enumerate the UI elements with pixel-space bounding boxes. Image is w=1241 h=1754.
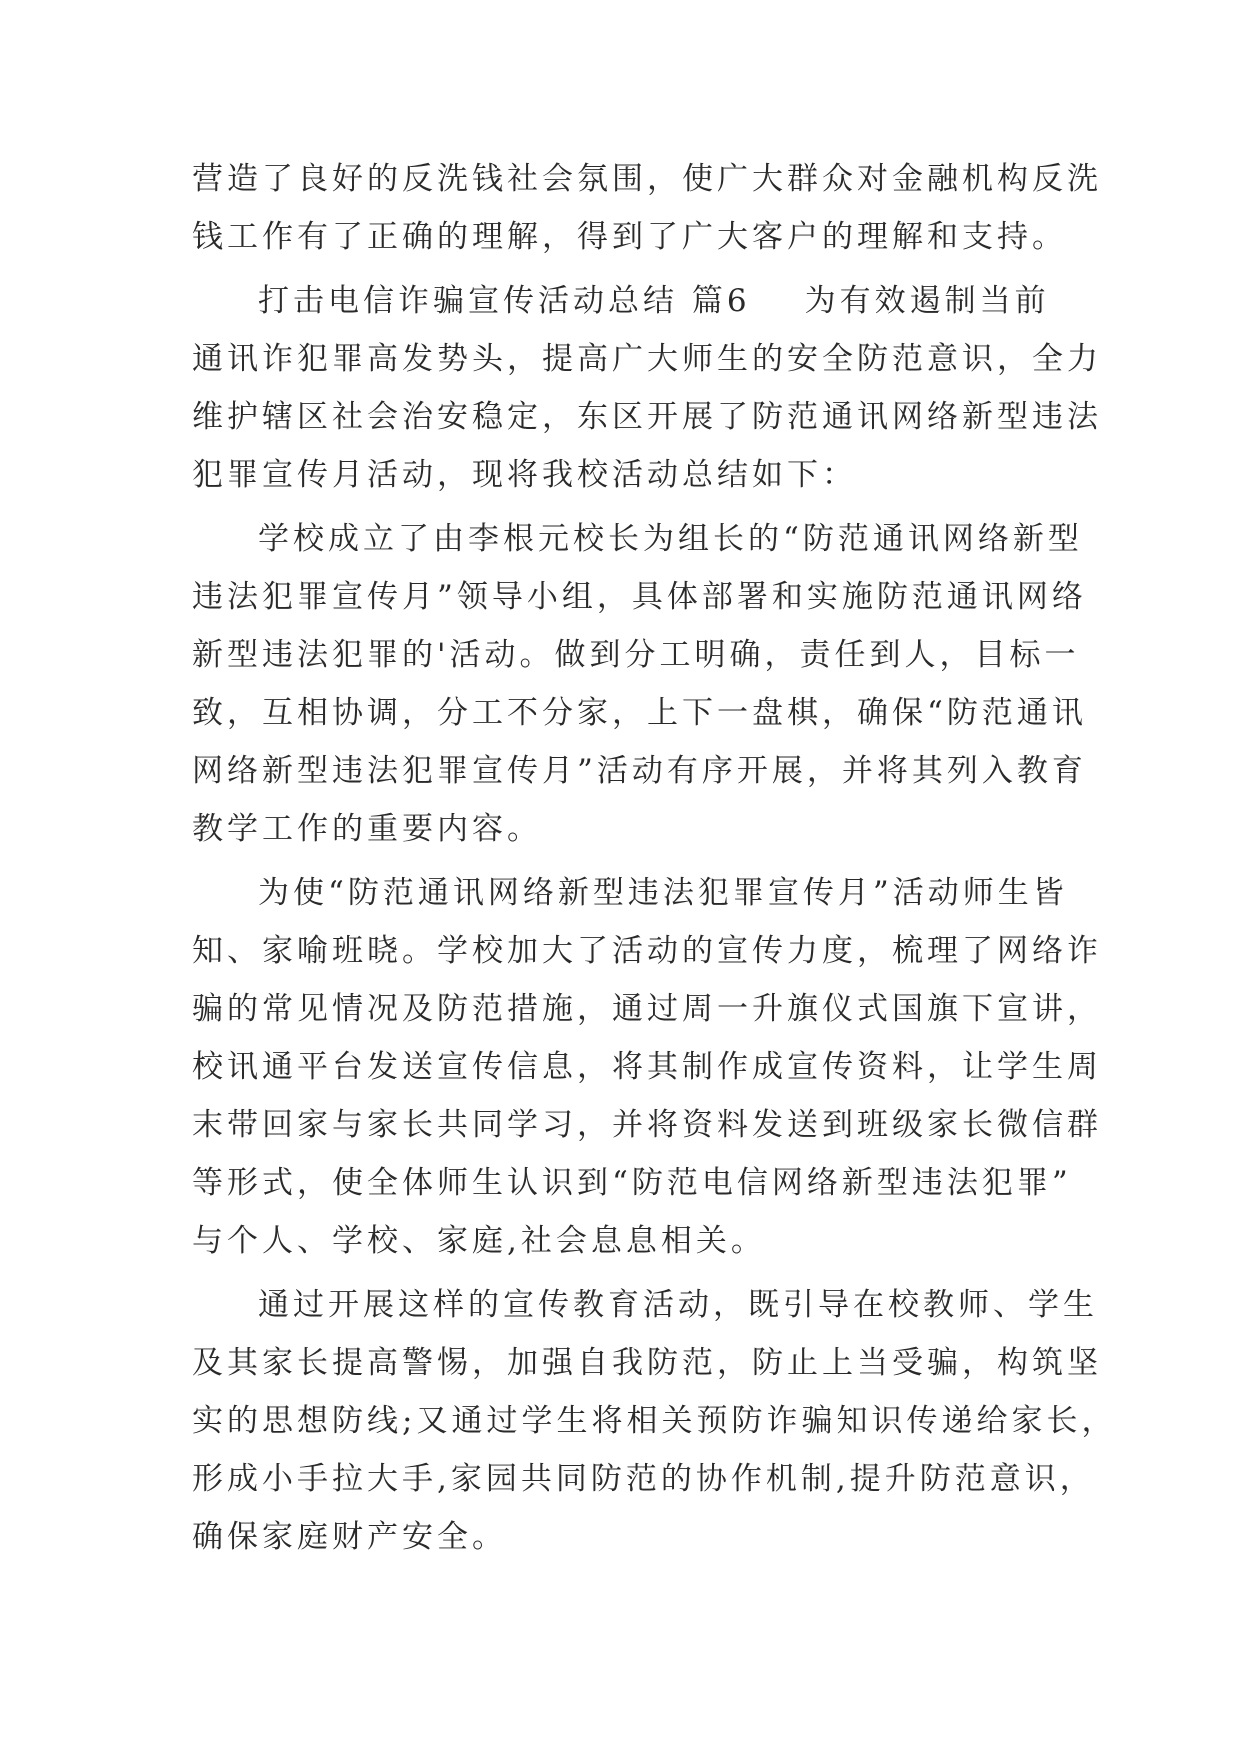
text-segment: 为有效遏制当前 [804,283,1050,319]
text-line: 为使“防范通讯网络新型违法犯罪宣传月”活动师生皆 [258,875,1068,911]
text-line: 致，互相协调，分工不分家，上下一盘棋，确保“防范通讯 [192,695,1087,731]
text-line: 营造了良好的反洗钱社会氛围，使广大群众对金融机构反洗 [192,161,1102,197]
text-line: 等形式，使全体师生认识到“防范电信网络新型违法犯罪” [192,1165,1072,1201]
text-line: 网络新型违法犯罪宣传月”活动有序开展，并将其列入教育 [192,753,1087,789]
text-line: 确保家庭财产安全。 [192,1519,507,1555]
text-line: 与个人、学校、家庭,社会息息相关。 [192,1223,766,1259]
text-line: 形成小手拉大手,家园共同防范的协作机制,提升防范意识， [192,1461,1095,1497]
text-line: 末带回家与家长共同学习，并将资料发送到班级家长微信群 [192,1107,1102,1143]
text-line: 通过开展这样的宣传教育活动，既引导在校教师、学生 [258,1287,1098,1323]
section-heading-line [192,272,1048,330]
document-body [192,150,1117,1566]
text-line: 学校成立了由李根元校长为组长的“防范通讯网络新型 [258,521,1083,557]
text-line: 及其家长提高警惕，加强自我防范，防止上当受骗，构筑坚 [192,1345,1102,1381]
text-line: 钱工作有了正确的理解，得到了广大客户的理解和支持。 [192,219,1067,255]
paragraph-3 [192,864,1102,1270]
paragraph-2 [192,510,1087,858]
text-line: 犯罪宣传月活动，现将我校活动总结如下： [192,457,857,493]
paragraph-4 [192,1276,1117,1566]
text-line: 知、家喻班晓。学校加大了活动的宣传力度，梳理了网络诈 [192,933,1102,969]
text-line: 维护辖区社会治安稳定，东区开展了防范通讯网络新型违法 [192,399,1102,435]
section-heading: 打击电信诈骗宣传活动总结 篇6 [258,283,751,319]
text-line: 教学工作的重要内容。 [192,811,542,847]
text-line: 通讯诈犯罪高发势头，提高广大师生的安全防范意识，全力 [192,341,1102,377]
paragraph-1 [192,272,1102,504]
text-line: 骗的常见情况及防范措施，通过周一升旗仪式国旗下宣讲， [192,991,1102,1027]
text-line: 违法犯罪宣传月”领导小组，具体部署和实施防范通讯网络 [192,579,1087,615]
text-line: 新型违法犯罪的'活动。做到分工明确，责任到人，目标一 [192,637,1080,673]
text-line: 校讯通平台发送宣传信息，将其制作成宣传资料，让学生周 [192,1049,1102,1085]
text-line: 实的思想防线;又通过学生将相关预防诈骗知识传递给家长， [192,1403,1117,1439]
paragraph-intro [192,150,1102,266]
